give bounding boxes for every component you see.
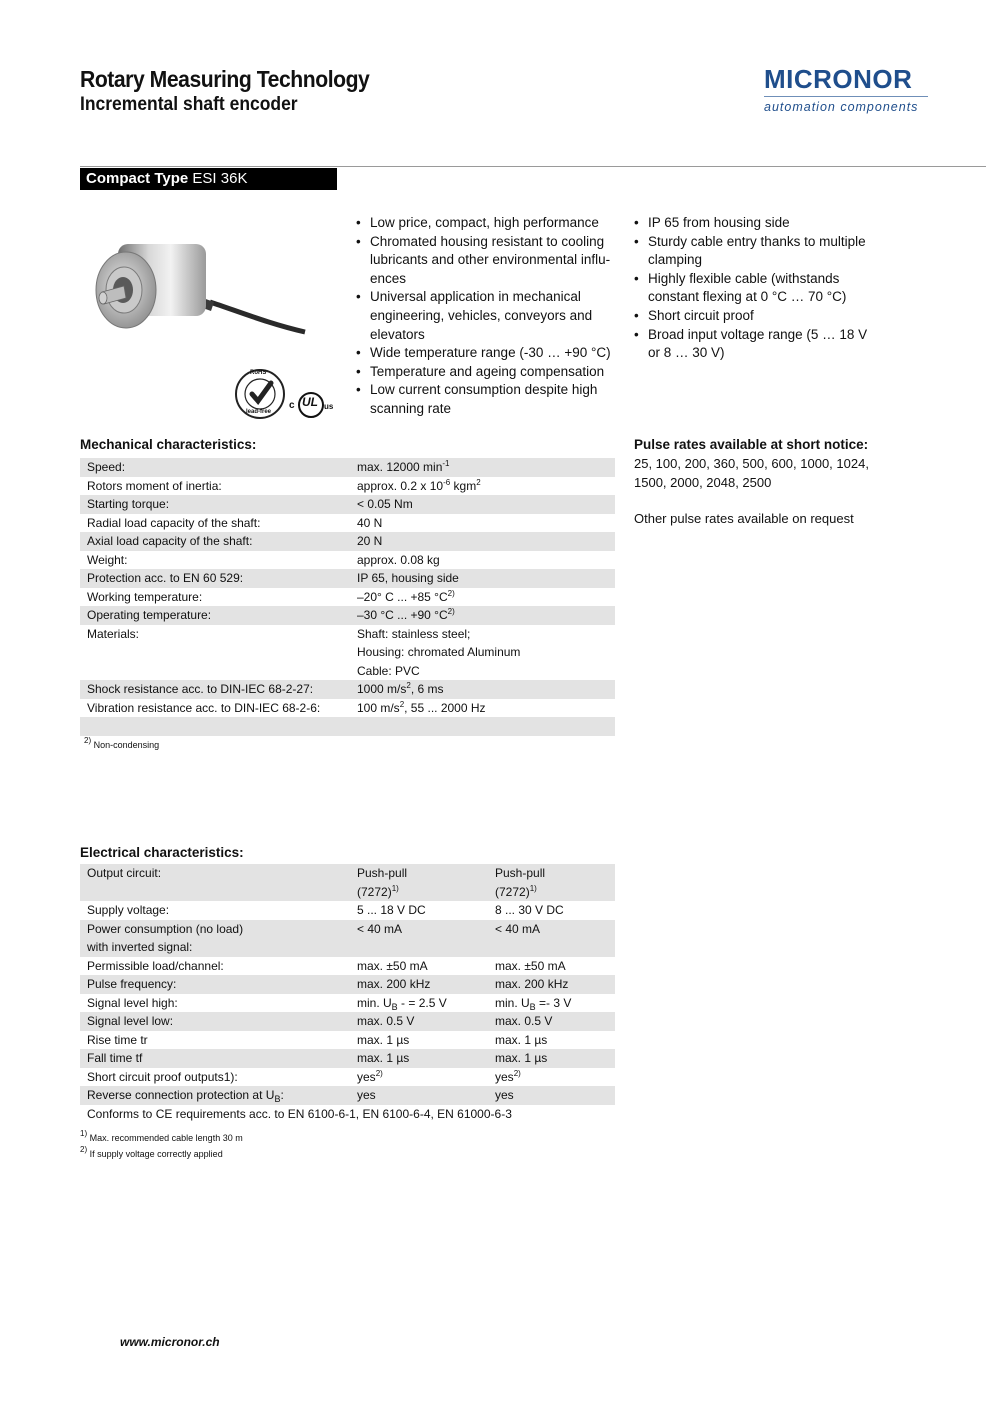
ul-c-text: c bbox=[289, 400, 295, 411]
table-row bbox=[80, 514, 615, 533]
row-value: approx. 0.08 kg bbox=[350, 551, 615, 570]
table-row bbox=[80, 569, 615, 588]
feature-item: • Temperature and ageing compensation bbox=[356, 363, 614, 382]
row-value: Housing: chromated Aluminum bbox=[350, 643, 615, 662]
row-value: min. $U_B =- 3$ V bbox=[488, 994, 615, 1013]
row-value: max. 0.5 V bbox=[350, 1012, 488, 1031]
row-value: yes bbox=[488, 1086, 615, 1105]
table-row bbox=[80, 901, 615, 920]
row-value: < 0.05 Nm bbox=[350, 495, 615, 514]
table-row bbox=[80, 495, 615, 514]
table-row bbox=[80, 1049, 615, 1068]
pulse-heading: Pulse rates available at short notice: bbox=[634, 437, 869, 452]
row-value: $(7272)^{1)}$ bbox=[350, 883, 488, 902]
feature-item: • Universal application in mechanical engineering, vehicles, conveyors and elevators bbox=[356, 288, 614, 344]
row-label: Pulse frequency: bbox=[80, 975, 350, 994]
conformity-note: Conforms to CE requirements acc. to EN 6100-6-1, EN 6100-6-4, EN 61000-6-3 bbox=[80, 1105, 615, 1124]
row-value: Push-pull bbox=[350, 864, 488, 883]
row-value: IP 65, housing side bbox=[350, 569, 615, 588]
row-value: 100 $m/s^2$, 55 ... 2000 Hz bbox=[350, 699, 615, 718]
row-value: max. 0.5 V bbox=[488, 1012, 615, 1031]
row-value: max. 200 kHz bbox=[350, 975, 488, 994]
logo-tagline: automation components bbox=[764, 100, 919, 114]
row-label bbox=[80, 662, 350, 681]
row-label: Rotors moment of inertia: bbox=[80, 477, 350, 496]
mechanical-table bbox=[80, 458, 615, 736]
features-list-right bbox=[634, 214, 880, 363]
row-label: Starting torque: bbox=[80, 495, 350, 514]
row-label: Short circuit proof outputs1): bbox=[80, 1068, 350, 1087]
row-value: < 40 mA bbox=[350, 920, 488, 939]
mechanical-heading: Mechanical characteristics: bbox=[80, 437, 257, 452]
cul-us-badge bbox=[289, 392, 337, 418]
row-value: 1000 $m/s^2$, 6 ms bbox=[350, 680, 615, 699]
product-type-bar bbox=[80, 168, 337, 190]
row-value: yes bbox=[350, 1086, 488, 1105]
ul-us-text: us bbox=[324, 402, 334, 411]
row-value: < 40 mA bbox=[488, 920, 615, 939]
table-row bbox=[80, 1031, 615, 1050]
logo-rule bbox=[764, 96, 928, 97]
row-value: max. 200 kHz bbox=[488, 975, 615, 994]
row-label: Vibration resistance acc. to DIN-IEC 68-2-6: bbox=[80, 699, 350, 718]
row-value: max. ±50 mA bbox=[350, 957, 488, 976]
logo-text: MICRONOR bbox=[764, 64, 913, 94]
row-label: Supply voltage: bbox=[80, 901, 350, 920]
table-row bbox=[80, 883, 615, 902]
row-label: Protection acc. to EN 60 529: bbox=[80, 569, 350, 588]
row-value: –20° C ... +85 $^\circ C^{2)}$ bbox=[350, 588, 615, 607]
row-label: Fall time tf bbox=[80, 1049, 350, 1068]
electrical-table bbox=[80, 864, 615, 1123]
row-label: Axial load capacity of the shaft: bbox=[80, 532, 350, 551]
row-value: yes$^{2)}$ bbox=[350, 1068, 488, 1087]
features-list-left bbox=[356, 214, 614, 419]
table-row bbox=[80, 699, 615, 718]
row-value: min. $U_B$ - = 2.5 V bbox=[350, 994, 488, 1013]
table-row bbox=[80, 717, 615, 736]
row-value: $(7272)^{1)}$ bbox=[488, 883, 615, 902]
feature-item: • Wide temperature range (-30 … +90 °C) bbox=[356, 344, 614, 363]
row-label: Weight: bbox=[80, 551, 350, 570]
row-label: Output circuit: bbox=[80, 864, 350, 883]
row-label: Shock resistance acc. to DIN-IEC 68-2-27: bbox=[80, 680, 350, 699]
table-row bbox=[80, 606, 615, 625]
table-row bbox=[80, 864, 615, 883]
row-label: Radial load capacity of the shaft: bbox=[80, 514, 350, 533]
row-value: max. ±50 mA bbox=[488, 957, 615, 976]
table-row bbox=[80, 994, 615, 1013]
row-value: 20 N bbox=[350, 532, 615, 551]
table-row bbox=[80, 920, 615, 939]
table-row bbox=[80, 1086, 615, 1105]
mechanical-footnote: $^{2)}$ Non-condensing bbox=[84, 736, 160, 750]
row-value: approx. 0.2 x $10^{-6}$ kgm$^2$ bbox=[350, 477, 615, 496]
product-model: ESI 36K bbox=[192, 170, 248, 187]
row-label: Permissible load/channel: bbox=[80, 957, 350, 976]
row-label: Operating temperature: bbox=[80, 606, 350, 625]
row-value: Cable: PVC bbox=[350, 662, 615, 681]
electrical-footnote-2: $^{2)}$ If supply voltage correctly applied bbox=[80, 1145, 223, 1159]
table-row bbox=[80, 1012, 615, 1031]
row-label: Working temperature: bbox=[80, 588, 350, 607]
page-subtitle: Incremental shaft encoder bbox=[80, 94, 298, 115]
rohs-text: RoHS bbox=[250, 370, 267, 376]
table-row bbox=[80, 1068, 615, 1087]
encoder-product-image bbox=[80, 232, 320, 352]
row-value: 8 ... 30 V DC bbox=[488, 901, 615, 920]
table-row bbox=[80, 588, 615, 607]
row-label: Speed: bbox=[80, 458, 350, 477]
feature-item: • Sturdy cable entry thanks to multiple clamping bbox=[634, 233, 880, 270]
row-value: max. 1 µs bbox=[488, 1049, 615, 1068]
company-logo bbox=[764, 64, 928, 114]
table-row bbox=[80, 938, 615, 957]
row-label: Signal level high: bbox=[80, 994, 350, 1013]
row-value: Push-pull bbox=[488, 864, 615, 883]
table-row bbox=[80, 1105, 615, 1124]
table-row bbox=[80, 458, 615, 477]
table-row bbox=[80, 532, 615, 551]
feature-item: • Low price, compact, high performance bbox=[356, 214, 614, 233]
row-label bbox=[80, 643, 350, 662]
header-divider bbox=[80, 166, 986, 167]
table-row bbox=[80, 551, 615, 570]
row-label: Signal level low: bbox=[80, 1012, 350, 1031]
row-value: 5 ... 18 V DC bbox=[350, 901, 488, 920]
row-label bbox=[80, 717, 350, 736]
row-label: Power consumption (no load) bbox=[80, 920, 350, 939]
rohs-lead-free-badge bbox=[234, 368, 286, 420]
row-label: with inverted signal: bbox=[80, 938, 350, 957]
table-row bbox=[80, 662, 615, 681]
feature-item: • Low current consumption despite high scanning rate bbox=[356, 381, 614, 418]
table-row bbox=[80, 625, 615, 644]
pulse-rates-text: 25, 100, 200, 360, 500, 600, 1000, 1024, 1500, 2000, 2048, 2500 bbox=[634, 456, 869, 490]
row-value: 40 N bbox=[350, 514, 615, 533]
ul-mark-text: UL bbox=[302, 395, 318, 409]
row-value: Shaft: stainless steel; bbox=[350, 625, 615, 644]
table-row bbox=[80, 643, 615, 662]
website-link[interactable]: www.micronor.ch bbox=[120, 1335, 220, 1349]
row-label: Rise time tr bbox=[80, 1031, 350, 1050]
row-value: max. 12000 $\min^{-1}$ bbox=[350, 458, 615, 477]
feature-item: • Highly flexible cable (withstands constant flexing at 0 °C … 70 °C) bbox=[634, 270, 880, 307]
row-value: yes$^{2)}$ bbox=[488, 1068, 615, 1087]
lead-free-text: lead-free bbox=[246, 409, 272, 415]
pulse-other-text: Other pulse rates available on request bbox=[634, 511, 854, 526]
feature-item: • Chromated housing resistant to cooling lubricants and other environmental influ- ences bbox=[356, 233, 614, 289]
table-row bbox=[80, 957, 615, 976]
table-row bbox=[80, 680, 615, 699]
row-value: max. 1 µs bbox=[350, 1031, 488, 1050]
row-value: max. 1 µs bbox=[350, 1049, 488, 1068]
row-value bbox=[350, 717, 615, 736]
feature-item: • Broad input voltage range (5 … 18 V or 8 … 30 V) bbox=[634, 326, 880, 363]
electrical-footnote-1: $^{1)}$ Max. recommended cable length 30 m bbox=[80, 1129, 243, 1143]
row-label: Reverse connection protection at $U_B$: bbox=[80, 1086, 350, 1105]
row-label: Materials: bbox=[80, 625, 350, 644]
product-type-label: Compact Type bbox=[86, 170, 189, 187]
table-row bbox=[80, 975, 615, 994]
table-row bbox=[80, 477, 615, 496]
row-value: max. 1 µs bbox=[488, 1031, 615, 1050]
electrical-heading: Electrical characteristics: bbox=[80, 845, 244, 860]
feature-item: • IP 65 from housing side bbox=[634, 214, 880, 233]
feature-item: • Short circuit proof bbox=[634, 307, 880, 326]
page-title: Rotary Measuring Technology bbox=[80, 66, 370, 92]
row-value: –30 °C ... +90 $^\circ C^{2)}$ bbox=[350, 606, 615, 625]
